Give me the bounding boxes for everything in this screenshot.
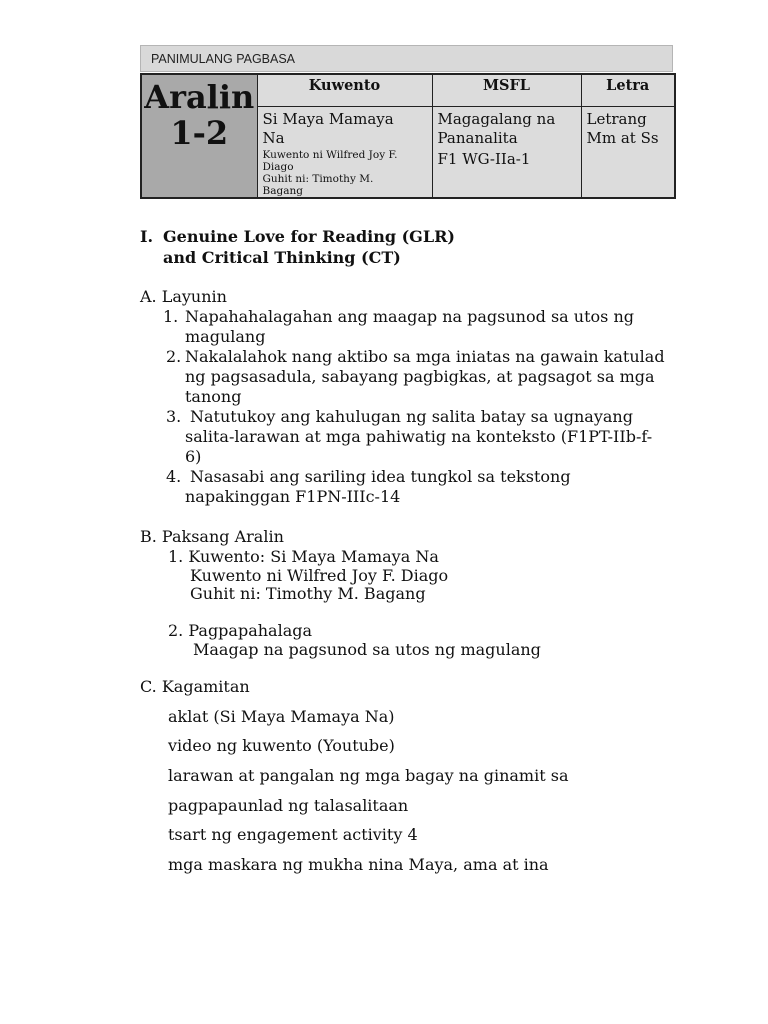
layunin-item-3-line-2: salita-larawan at mga pahiwatig na konteksto (F1PT-IIb-f- <box>185 427 653 446</box>
subject-header-band: PANIMULANG PAGBASA <box>140 45 673 72</box>
kuwento-title-line-2: Na <box>262 129 285 147</box>
letra-line-2: Mm at Ss <box>586 129 659 147</box>
layunin-item-1-line-2: magulang <box>185 327 266 346</box>
kagamitan-item-1: aklat (Si Maya Mamaya Na) <box>168 707 395 726</box>
msfl-cell <box>432 107 581 199</box>
layunin-item-3-line-1: Natutukoy ang kahulugan ng salita batay sa ugnayang <box>190 407 633 426</box>
kagamitan-item-5: tsart ng engagement activity 4 <box>168 825 418 844</box>
layunin-item-2-line-2: ng pagsasadula, sabayang pagbigkas, at pagsagot sa mga <box>185 367 655 386</box>
section-numeral: I. <box>140 227 154 246</box>
layunin-item-3-line-3: 6) <box>185 447 202 466</box>
layunin-item-2-number: 2. <box>166 347 182 366</box>
column-header-kuwento: Kuwento <box>257 74 432 107</box>
kuwento-cell <box>257 107 432 199</box>
paksa-item-2-line-2: Maagap na pagsunod sa utos ng magulang <box>193 640 541 659</box>
aralin-cell <box>141 74 257 198</box>
kagamitan-item-6: mga maskara ng mukha nina Maya, ama at ina <box>168 855 549 874</box>
lesson-table <box>140 73 676 199</box>
kagamitan-label: C. Kagamitan <box>140 677 250 696</box>
kagamitan-item-2: video ng kuwento (Youtube) <box>168 736 395 755</box>
paksa-item-1-line-1: 1. Kuwento: Si Maya Mamaya Na <box>168 547 439 566</box>
paksa-item-1-line-2: Kuwento ni Wilfred Joy F. Diago <box>190 566 449 585</box>
section-title-line-2: and Critical Thinking (CT) <box>163 248 401 267</box>
letra-line-1: Letrang <box>586 110 647 128</box>
layunin-item-1-line-1: Napahahalagahan ang maagap na pagsunod sa utos ng <box>185 307 634 326</box>
layunin-item-2-line-1: Nakalalahok nang aktibo sa mga iniatas na gawain katulad <box>185 347 665 366</box>
layunin-item-1-number: 1. <box>163 307 179 326</box>
msfl-code: F1 WG-IIa-1 <box>437 150 531 168</box>
kuwento-author-line-1: Kuwento ni Wilfred Joy F. <box>262 149 398 161</box>
aralin-label: Aralin <box>144 78 255 116</box>
msfl-line-2: Pananalita <box>437 129 518 147</box>
kuwento-author-line-2: Diago <box>262 161 294 173</box>
paksa-label: B. Paksang Aralin <box>140 527 284 546</box>
kagamitan-item-4: pagpapaunlad ng talasalitaan <box>168 796 409 815</box>
kuwento-title-line-1: Si Maya Mamaya <box>262 110 394 128</box>
column-header-letra: Letra <box>581 74 675 107</box>
paksa-item-1-line-3: Guhit ni: Timothy M. Bagang <box>190 584 426 603</box>
layunin-item-4-line-2: napakinggan F1PN-IIIc-14 <box>185 487 401 506</box>
letra-cell <box>581 107 675 199</box>
kuwento-illustrator-line-1: Guhit ni: Timothy M. <box>262 173 374 185</box>
column-header-msfl: MSFL <box>432 74 581 107</box>
aralin-number: 1-2 <box>170 114 229 152</box>
paksa-item-2-line-1: 2. Pagpapahalaga <box>168 621 313 640</box>
layunin-item-3-number: 3. <box>166 407 182 426</box>
layunin-item-4-number: 4. <box>166 467 182 486</box>
kagamitan-item-3: larawan at pangalan ng mga bagay na ginamit sa <box>168 766 569 785</box>
layunin-item-4-line-1: Nasasabi ang sariling idea tungkol sa tekstong <box>190 467 571 486</box>
layunin-item-2-line-3: tanong <box>185 387 242 406</box>
msfl-line-1: Magagalang na <box>437 110 556 128</box>
kuwento-illustrator-line-2: Bagang <box>262 185 303 197</box>
layunin-label: A. Layunin <box>140 287 227 306</box>
section-title-line-1: Genuine Love for Reading (GLR) <box>163 227 455 246</box>
